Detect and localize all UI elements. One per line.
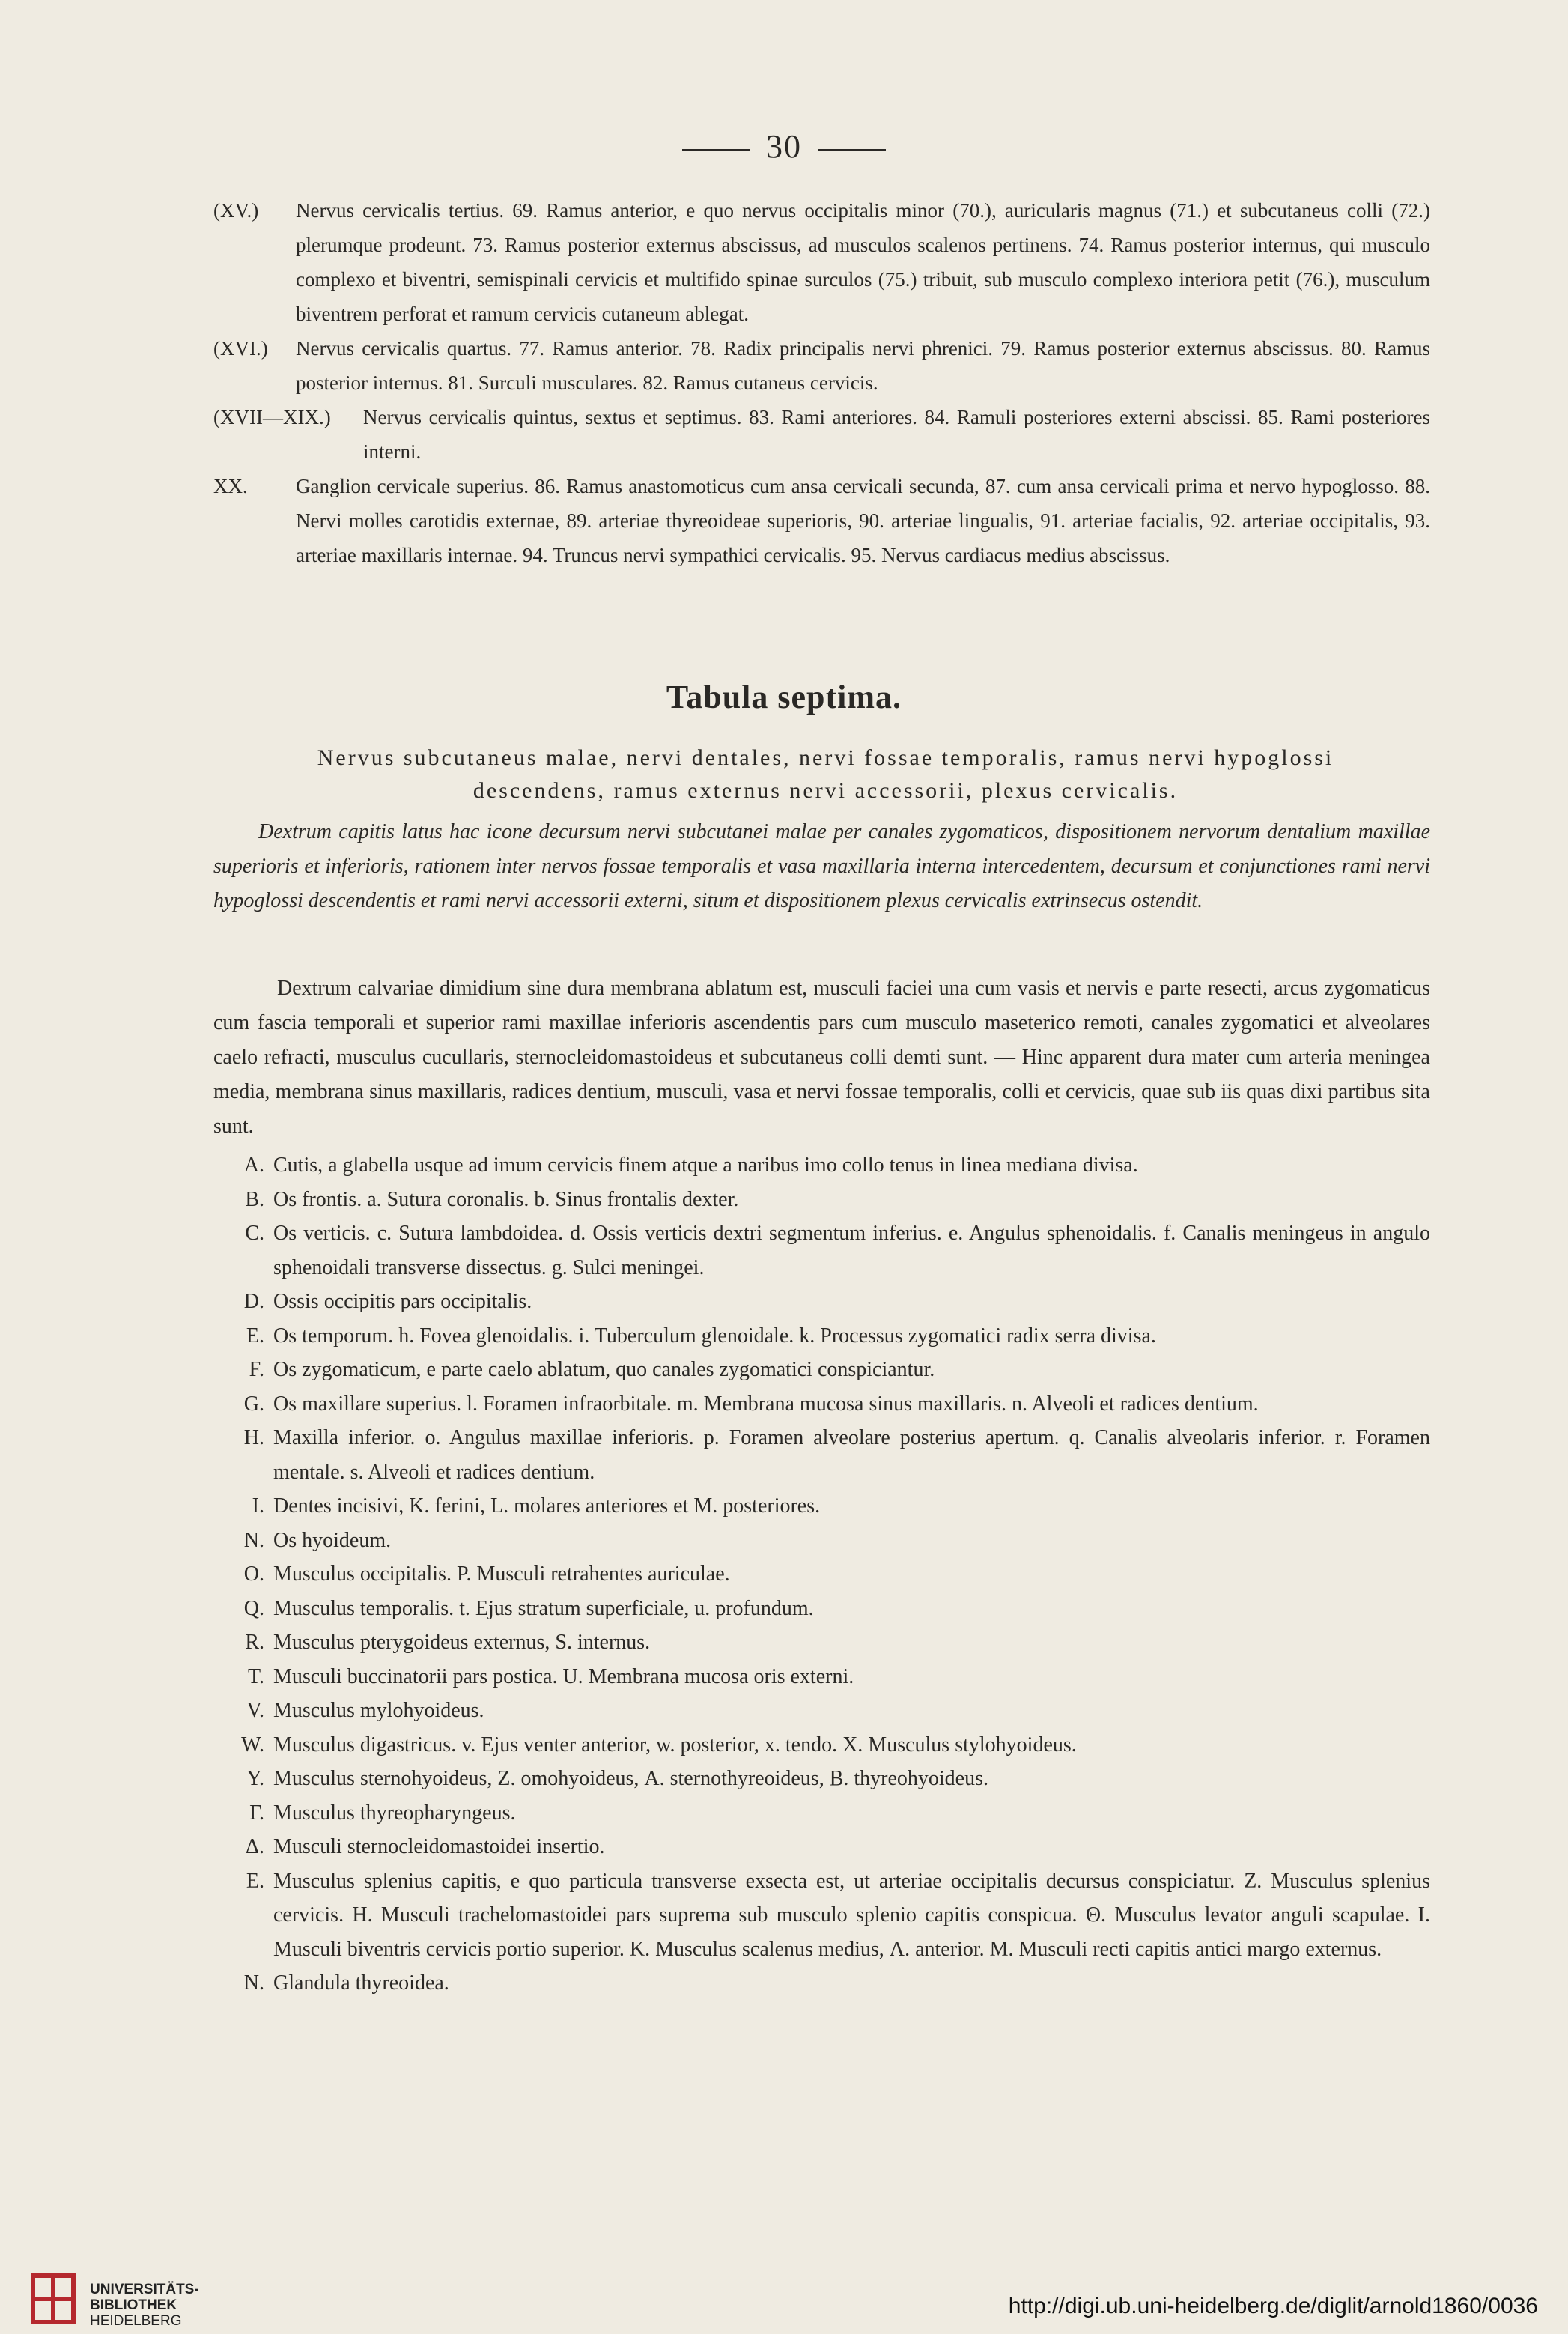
page-number: 30 <box>766 128 802 165</box>
legend-label: Ν. <box>243 1971 264 1995</box>
legend-item <box>213 1694 1430 1728</box>
legend-item <box>213 1353 1430 1387</box>
legend-item <box>213 1625 1430 1660</box>
legend-text: Musculus thyreopharyngeus. <box>273 1801 516 1825</box>
source-url-link[interactable]: http://digi.ub.uni-heidelberg.de/diglit/arnold1860/0036 <box>1008 2294 1538 2318</box>
legend-text: Musculus temporalis. t. Ejus stratum superficiale, u. profundum. <box>273 1596 814 1620</box>
header-rule-left <box>682 149 750 151</box>
legend-item <box>213 1489 1430 1524</box>
legend-label: B. <box>245 1187 264 1211</box>
legend-item <box>213 1728 1430 1762</box>
legend-text: Musculi buccinatorii pars postica. U. Membrana mucosa oris externi. <box>273 1664 854 1688</box>
legend-label: V. <box>246 1699 264 1722</box>
header-rule-right <box>818 149 886 151</box>
legend-label: D. <box>243 1290 264 1313</box>
legend-item <box>213 1864 1430 1967</box>
legend-item <box>213 1387 1430 1422</box>
section-title: Tabula septima. <box>666 679 902 715</box>
legend-text: Ossis occipitis pars occipitalis. <box>273 1290 532 1313</box>
legend-text: Glandula thyreoidea. <box>273 1971 449 1995</box>
library-name-line3: HEIDELBERG <box>90 2313 182 2329</box>
section-subtitle: Nervus subcutaneus malae, nervi dentales, nervi fossae temporalis, ramus nervi hypoglossi descendens, ramus externus nervi accessorii, plexus cervicalis. <box>317 745 1334 803</box>
legend-text: Os hyoideum. <box>273 1528 392 1552</box>
entry-label: (XVII—XIX.) <box>213 406 331 428</box>
entry-text: Nervus cervicalis quintus, sextus et septimus. 83. Rami anteriores. 84. Ramuli posteriores externi abscissi. 85. Rami posteriores interni. <box>363 406 1430 463</box>
entry-text: Nervus cervicalis quartus. 77. Ramus anterior. 78. Radix principalis nervi phrenici. 79. Ramus posterior externus abscissus. 80. Ramus posterior internus. 81. Surculi musculares. 82. Ramus cutaneus cervicis. <box>296 337 1430 394</box>
legend-label: I. <box>252 1494 264 1518</box>
legend-text: Os verticis. c. Sutura lambdoidea. d. Ossis verticis dextri segmentum inferius. e. Angulus sphenoidalis. f. Canalis meningeus in angulo sphenoidali transverse dissectus. g. Sulci meningei. <box>273 1222 1430 1279</box>
library-name-line1: UNIVERSITÄTS- <box>90 2282 199 2297</box>
body-paragraph: Dextrum calvariae dimidium sine dura membrana ablatum est, musculi faciei una cum vasis et nervis e parte resecti, arcus zygomaticus cum fascia temporali et superior rami maxillae inferioris ascendentis pars cum musculo maseterico remoti, canales zygomatici et alveolares caelo refracti, musculus cucullaris, sternocleidomastoideus et subcutaneus colli demti sunt. — Hinc apparent dura mater cum arteria meningea media, membrana sinus maxillaris, radices dentium, musculi, vasa et nervi fossae temporalis, colli et cervicis, quae sub iis quas dixi partibus sita sunt. <box>213 977 1430 1138</box>
legend-text: Musculus splenius capitis, e quo particula transverse exsecta est, ut arteriae occipitalis decursus conspiciatur. Ζ. Musculus splenius cervicis. Η. Musculi trachelomastoidei pars suprema sub musculo splenio capitis conspicua. Θ. Musculus levator anguli scapulae. Ι. Musculi biventris cervicis portio superior. Κ. Musculus scalenus medius, Λ. anterior. Μ. Musculi recti capitis antici margo externus. <box>273 1869 1430 1961</box>
legend-text: Os maxillare superius. l. Foramen infraorbitale. m. Membrana mucosa sinus maxillaris. n. Alveoli et radices dentium. <box>273 1392 1259 1416</box>
legend-item <box>213 1592 1430 1626</box>
nerve-entries <box>213 193 1430 572</box>
legend-item <box>213 1285 1430 1319</box>
entry-text: Ganglion cervicale superius. 86. Ramus anastomoticus cum ansa cervicali secunda, 87. cum ansa cervicali prima et nervo hypoglosso. 88. Nervi molles carotidis externae, 89. arteriae thyreoideae superioris, 90. arteriae lingualis, 91. arteriae facialis, 92. arteriae occipitalis, 93. arteriae maxillaris internae. 94. Truncus nervi sympathici cervicalis. 95. Nervus cardiacus medius abscissus. <box>296 475 1430 566</box>
legend-text: Musculus sternohyoideus, Z. omohyoideus, Α. sternothyreoideus, Β. thyreohyoideus. <box>273 1767 989 1790</box>
intro-italic-paragraph: Dextrum capitis latus hac icone decursum nervi subcutanei malae per canales zygomaticos, dispositionem nervorum dentalium maxillae superioris et inferioris, rationem inter nervos fossae temporalis et vasa maxillaria interna intercedentem, decursum et conjunctiones rami nervi hypoglossi descendentis et rami nervi accessorii externi, situm et dispositionem plexus cervicalis extrinsecus ostendit. <box>213 820 1430 912</box>
library-name-line2: BIBLIOTHEK <box>90 2297 177 2313</box>
entry-xx <box>213 469 1430 572</box>
legend-label: G. <box>243 1392 264 1416</box>
legend-label: Δ. <box>245 1835 264 1858</box>
legend-item <box>213 1557 1430 1592</box>
library-name <box>90 2282 199 2329</box>
legend-item <box>213 1660 1430 1694</box>
legend-text: Musculus occipitalis. P. Musculi retrahentes auriculae. <box>273 1562 730 1586</box>
legend-label: N. <box>243 1528 264 1552</box>
entry-text: Nervus cervicalis tertius. 69. Ramus anterior, e quo nervus occipitalis minor (70.), auricularis magnus (71.) et subcutaneus colli (72.) plerumque prodeunt. 73. Ramus posterior externus abscissus, ad musculos scalenos pertinens. 74. Ramus posterior internus, qui musculo complexo et biventri, semispinali cervicis et multifido spinae surculos (75.) tribuit, sub musculo complexo interiora petit (76.), musculum biventrem perforat et ramum cervicis cutaneum ablegat. <box>296 199 1430 325</box>
legend-item <box>213 1216 1430 1285</box>
legend-text: Musculus mylohyoideus. <box>273 1699 484 1722</box>
legend-text: Os temporum. h. Fovea glenoidalis. i. Tuberculum glenoidale. k. Processus zygomatici radix serra divisa. <box>273 1324 1156 1348</box>
digitization-footer <box>0 2255 1568 2334</box>
legend-text: Dentes incisivi, K. ferini, L. molares anteriores et M. posteriores. <box>273 1494 821 1518</box>
page-header <box>0 127 1568 166</box>
legend-label: W. <box>241 1733 264 1756</box>
legend-label: A. <box>243 1154 264 1177</box>
legend-item <box>213 1524 1430 1558</box>
legend-label: H. <box>243 1426 264 1449</box>
legend-label: E. <box>246 1324 264 1348</box>
legend-label: Ε. <box>246 1869 264 1893</box>
legend-text: Musculus digastricus. v. Ejus venter anterior, w. posterior, x. tendo. X. Musculus stylohyoideus. <box>273 1733 1077 1756</box>
legend-label: T. <box>247 1664 264 1688</box>
entry-label: (XV.) <box>213 199 259 222</box>
legend-item <box>213 1421 1430 1489</box>
entry-xvii-xix <box>213 400 1430 469</box>
legend-text: Musculus pterygoideus externus, S. internus. <box>273 1631 651 1654</box>
legend-item <box>213 1796 1430 1831</box>
legend-item <box>213 1762 1430 1796</box>
legend-text: Os frontis. a. Sutura coronalis. b. Sinus frontalis dexter. <box>273 1187 739 1211</box>
legend-text: Os zygomaticum, e parte caelo ablatum, quo canales zygomatici conspiciantur. <box>273 1358 935 1381</box>
entry-label: XX. <box>213 475 248 497</box>
legend-label: F. <box>249 1358 264 1381</box>
legend-label: R. <box>245 1631 264 1654</box>
legend-label: Q. <box>243 1596 264 1620</box>
legend-label: C. <box>245 1222 264 1245</box>
legend-item <box>213 1183 1430 1217</box>
legend-item <box>213 1319 1430 1354</box>
legend-item <box>213 1148 1430 1183</box>
entry-xv <box>213 193 1430 331</box>
legend-label: Y. <box>246 1767 264 1790</box>
entry-xvi <box>213 331 1430 400</box>
legend-label: O. <box>243 1562 264 1586</box>
entry-label: (XVI.) <box>213 337 268 360</box>
legend-label: Γ. <box>249 1801 264 1825</box>
legend-text: Maxilla inferior. o. Angulus maxillae inferioris. p. Foramen alveolare posterius apertum. q. Canalis alveolaris inferior. r. Foramen mentale. s. Alveoli et radices dentium. <box>273 1426 1430 1484</box>
university-library-logo-icon <box>22 2268 84 2330</box>
legend-list <box>213 1148 1430 2001</box>
legend-item <box>213 1966 1430 2001</box>
legend-text: Cutis, a glabella usque ad imum cervicis finem atque a naribus imo collo tenus in linea mediana divisa. <box>273 1154 1138 1177</box>
legend-item <box>213 1830 1430 1864</box>
legend-text: Musculi sternocleidomastoidei insertio. <box>273 1835 605 1858</box>
